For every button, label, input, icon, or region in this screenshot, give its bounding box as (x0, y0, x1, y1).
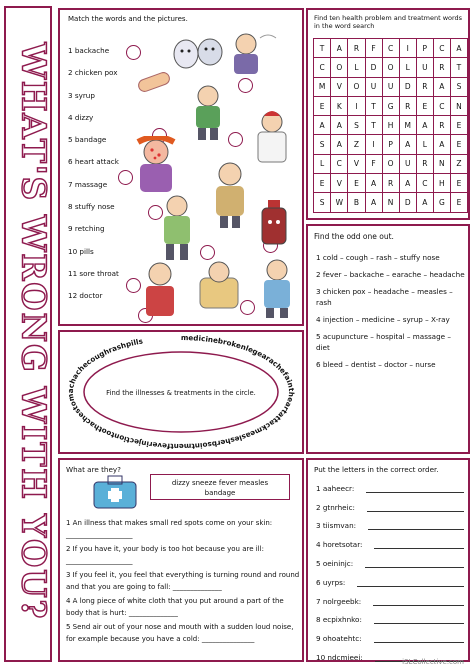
wordsearch-cell[interactable]: R (433, 116, 450, 135)
wordsearch-cell[interactable]: W (331, 193, 348, 212)
wordsearch-cell[interactable]: Z (450, 154, 467, 173)
wordsearch-cell[interactable]: S (314, 135, 331, 154)
match-item (68, 196, 119, 218)
illustration-sore-throat-icon (132, 260, 188, 322)
wordsearch-cell[interactable]: I (399, 39, 416, 58)
circle-word-ring: medicinebrokenlegearachefaintheartattackmeaslesherbsointmentfeverinjectiontoothachestomachachecoughrashpills (65, 332, 297, 452)
wordsearch-cell[interactable]: I (348, 96, 365, 115)
wordsearch-cell[interactable]: T (314, 39, 331, 58)
order-item (316, 606, 464, 625)
wordsearch-cell[interactable]: R (416, 77, 433, 96)
oddone-item: 3 chicken pox – headache – measles – rash (316, 287, 453, 307)
match-item (68, 285, 119, 307)
oddone-list (316, 252, 466, 376)
match-item-label: 9 retching (68, 224, 105, 234)
match-item (68, 151, 119, 173)
answer-line[interactable] (365, 560, 464, 568)
first-aid-kit-icon (90, 474, 140, 510)
vertical-title: WHAT'S WRONG WITH YOU? (14, 42, 50, 621)
oddone-panel (306, 224, 470, 454)
wordsearch-row (314, 58, 468, 77)
wordsearch-cell[interactable]: Z (348, 135, 365, 154)
whatare-list (66, 518, 300, 648)
whatare-item: 4 A long piece of white cloth that you put around a part of the body that is hurt: ______________ (66, 597, 284, 617)
answer-line[interactable] (357, 579, 464, 587)
wordsearch-cell[interactable]: L (348, 58, 365, 77)
wordsearch-row (314, 135, 468, 154)
match-item-label: 10 pills (68, 246, 94, 256)
wordsearch-cell[interactable]: C (416, 174, 433, 193)
wordsearch-cell[interactable]: A (331, 135, 348, 154)
wordsearch-cell[interactable]: A (331, 39, 348, 58)
wordsearch-cell[interactable]: E (416, 96, 433, 115)
wordsearch-cell[interactable]: G (433, 193, 450, 212)
match-item-label: 4 dizzy (68, 112, 94, 122)
oddone-title: Find the odd one out. (314, 232, 394, 241)
wordsearch-cell[interactable]: N (382, 193, 399, 212)
circle-instruction: Find the illnesses & treatments in the circle. (106, 389, 256, 397)
wordsearch-cell[interactable]: V (331, 174, 348, 193)
wordsearch-cell[interactable]: E (314, 96, 331, 115)
circle-svg (60, 332, 302, 452)
match-item (68, 85, 119, 107)
wordsearch-cell[interactable]: P (416, 39, 433, 58)
illustration-bandage-icon (134, 68, 174, 96)
wordsearch-cell[interactable]: L (399, 58, 416, 77)
illustration-dizzy-man-icon (220, 30, 290, 78)
oddone-item: 2 fever – backache – earache – headache (316, 270, 465, 279)
wordsearch-cell[interactable]: D (399, 193, 416, 212)
oddone-item: 1 cold – cough – rash – stuffy nose (316, 253, 440, 262)
wordsearch-cell[interactable]: M (399, 116, 416, 135)
wordsearch-cell[interactable]: E (450, 135, 467, 154)
illustration-chickenpox-woman-icon (128, 136, 184, 196)
wordsearch-cell[interactable]: A (314, 116, 331, 135)
wordsearch-cell[interactable]: R (399, 96, 416, 115)
order-item (316, 493, 464, 512)
whatare-title: What are they? (66, 465, 121, 474)
wordsearch-cell[interactable]: N (433, 154, 450, 173)
match-item (68, 241, 119, 263)
wordsearch-cell[interactable]: A (365, 193, 382, 212)
illustration-massage-icon (194, 258, 244, 320)
illustration-backache-man-icon (178, 84, 238, 142)
order-item (316, 587, 464, 606)
wordsearch-row (314, 96, 468, 115)
match-item-label: 5 bandage (68, 135, 107, 145)
order-item-label: 7 nolrgeebk: (316, 596, 362, 606)
wordsearch-cell[interactable]: C (433, 96, 450, 115)
wordsearch-cell[interactable]: E (450, 116, 467, 135)
wordsearch-cell[interactable]: E (348, 174, 365, 193)
wordsearch-cell[interactable]: V (348, 154, 365, 173)
order-panel (306, 458, 470, 662)
wordsearch-cell[interactable]: C (331, 154, 348, 173)
match-item (68, 107, 119, 129)
wordsearch-cell[interactable]: T (365, 116, 382, 135)
wordsearch-cell[interactable]: S (450, 77, 467, 96)
wordsearch-cell[interactable]: A (399, 174, 416, 193)
match-list (68, 40, 119, 308)
wordsearch-row (314, 77, 468, 96)
match-item (68, 40, 119, 62)
wordsearch-cell[interactable]: C (382, 39, 399, 58)
whatare-wordbox: dizzy sneeze fever measles bandage (150, 474, 290, 500)
match-item-label: 7 massage (68, 179, 108, 189)
match-item (68, 174, 119, 196)
match-circle-picture[interactable] (238, 78, 253, 93)
whatare-item: 1 An illness that makes small red spots come on your skin: ___________________ (66, 519, 273, 539)
answer-line[interactable] (374, 616, 464, 624)
illustration-syrup-bottle-icon (256, 198, 292, 248)
wordsearch-cell[interactable]: S (348, 116, 365, 135)
wordsearch-cell[interactable]: L (416, 135, 433, 154)
wordsearch-cell[interactable]: O (348, 77, 365, 96)
footer-credit: iSLCollective.com (402, 658, 464, 666)
order-item-label: 8 ecpixhnko: (316, 615, 362, 625)
answer-line[interactable] (366, 485, 464, 493)
wordsearch-row (314, 154, 468, 173)
wordsearch-cell[interactable]: A (433, 135, 450, 154)
wordsearch-grid (313, 38, 468, 213)
illustration-stuffy-nose-icon (200, 160, 260, 230)
match-circle-picture[interactable] (126, 45, 141, 60)
wordsearch-cell[interactable]: A (416, 193, 433, 212)
wordsearch-cell[interactable]: V (331, 77, 348, 96)
wordsearch-row (314, 39, 468, 58)
wordsearch-cell[interactable]: R (433, 58, 450, 77)
answer-line[interactable] (374, 541, 464, 549)
wordsearch-cell[interactable]: U (399, 154, 416, 173)
order-item (316, 512, 464, 531)
wordsearch-cell[interactable]: U (365, 77, 382, 96)
wordsearch-cell[interactable]: T (365, 96, 382, 115)
wordsearch-cell[interactable]: S (314, 193, 331, 212)
order-item-label: 1 aaheecr: (316, 483, 355, 493)
match-item (68, 263, 119, 285)
wordsearch-panel (306, 8, 470, 220)
wordsearch-cell[interactable]: U (382, 77, 399, 96)
wordsearch-cell[interactable]: K (331, 96, 348, 115)
wordsearch-cell[interactable]: G (382, 96, 399, 115)
oddone-item: 6 bleed – dentist – doctor – nurse (316, 360, 436, 369)
wordsearch-cell[interactable]: F (365, 154, 382, 173)
wordsearch-cell[interactable]: M (314, 77, 331, 96)
whatare-item: 3 If you feel it, you feel that everything is turning round and round and that you are going to fall: ______________ (66, 571, 300, 591)
order-item (316, 568, 464, 587)
order-item-label: 6 uyrps: (316, 577, 346, 587)
wordsearch-cell[interactable]: R (382, 174, 399, 193)
wordsearch-cell[interactable]: H (382, 116, 399, 135)
wordsearch-cell[interactable]: E (450, 174, 467, 193)
match-item-label: 11 sore throat (68, 268, 119, 278)
wordsearch-cell[interactable]: I (365, 135, 382, 154)
order-title: Put the letters in the correct order. (314, 465, 439, 474)
match-item-label: 3 syrup (68, 90, 95, 100)
vertical-title-bar (4, 6, 52, 662)
answer-line[interactable] (367, 504, 464, 512)
oddone-item: 5 acupuncture – hospital – massage – diet (316, 332, 451, 352)
wordsearch-cell[interactable]: D (365, 58, 382, 77)
wordsearch-row (314, 193, 468, 212)
answer-line[interactable] (374, 635, 464, 643)
order-item (316, 530, 464, 549)
match-item-label: 1 backache (68, 46, 110, 55)
wordsearch-cell[interactable]: T (450, 58, 467, 77)
answer-line[interactable] (368, 522, 464, 530)
wordsearch-cell[interactable]: O (382, 58, 399, 77)
match-item (68, 62, 119, 84)
order-item-label: 4 horetsotar: (316, 540, 363, 550)
order-item-label: 5 oeininjc: (316, 558, 354, 568)
wordsearch-cell[interactable]: A (416, 116, 433, 135)
illustration-heart-attack-icon (254, 258, 300, 320)
order-item-label: 2 gtnrheic: (316, 502, 355, 512)
match-item-label: 8 stuffy nose (68, 202, 115, 212)
wordsearch-cell[interactable]: O (382, 154, 399, 173)
whatare-panel (58, 458, 304, 662)
wordsearch-cell[interactable]: A (433, 77, 450, 96)
wordsearch-cell[interactable]: N (450, 96, 467, 115)
whatare-item: 5 Send air out of your nose and mouth with a sudden loud noise, for example because you have a cold: _______________ (66, 623, 294, 643)
wordsearch-title: Find ten health problem and treatment words in the word search (314, 14, 463, 30)
order-item (316, 549, 464, 568)
wordsearch-cell[interactable]: D (399, 77, 416, 96)
answer-line[interactable] (373, 598, 464, 606)
wordsearch-cell[interactable]: E (314, 174, 331, 193)
wordsearch-cell[interactable]: C (433, 39, 450, 58)
wordsearch-cell[interactable]: A (365, 174, 382, 193)
wordsearch-cell[interactable]: F (365, 39, 382, 58)
match-panel (58, 8, 304, 326)
wordsearch-cell[interactable]: A (331, 116, 348, 135)
match-item-label: 6 heart attack (68, 157, 119, 167)
wordsearch-row (314, 174, 468, 193)
order-item (316, 624, 464, 643)
wordsearch-cell[interactable]: R (348, 39, 365, 58)
oddone-item: 4 injection – medicine – syrup – X-ray (316, 315, 450, 324)
order-item-label: 3 tiismvan: (316, 521, 357, 531)
match-item-label: 2 chicken pox (68, 68, 118, 78)
wordsearch-cell[interactable]: O (331, 58, 348, 77)
circle-panel (58, 330, 304, 454)
illustration-pills-icon (168, 34, 228, 70)
order-item-label: 10 ndcmieei: (316, 652, 363, 662)
wordsearch-cell[interactable]: A (399, 135, 416, 154)
match-title: Match the words and the pictures. (68, 15, 188, 23)
wordsearch-cell[interactable]: U (416, 58, 433, 77)
wordsearch-cell[interactable]: B (348, 193, 365, 212)
wordsearch-cell[interactable]: A (450, 39, 467, 58)
order-list (316, 474, 464, 662)
wordsearch-cell[interactable]: R (416, 154, 433, 173)
match-item (68, 218, 119, 240)
vertical-title-svg (6, 8, 50, 660)
whatare-item: 2 If you have it, your body is too hot because you are ill: ___________________ (66, 545, 264, 565)
order-item (316, 474, 464, 493)
illustration-retching-man-icon (152, 194, 202, 264)
wordsearch-row (314, 116, 468, 135)
wordsearch-cell[interactable]: H (433, 174, 450, 193)
order-item-label: 9 ohoatehtc: (316, 634, 362, 644)
wordsearch-cell[interactable]: L (314, 154, 331, 173)
match-item (68, 129, 119, 151)
wordsearch-cell[interactable]: P (382, 135, 399, 154)
match-item-label: 12 doctor (68, 291, 103, 301)
wordsearch-cell[interactable]: E (450, 193, 467, 212)
wordsearch-cell[interactable]: C (314, 58, 331, 77)
